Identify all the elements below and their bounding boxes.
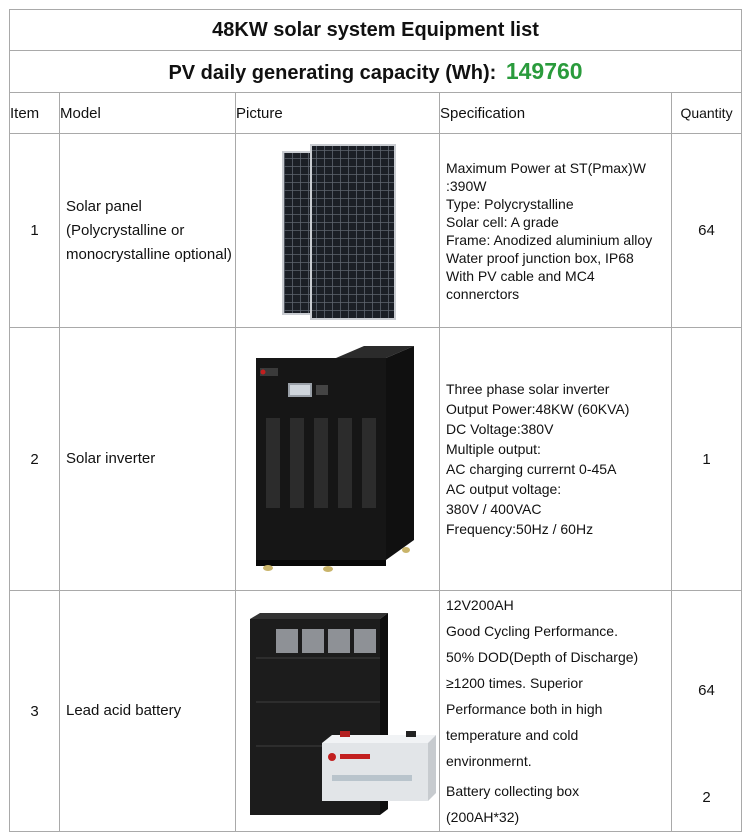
model-line: Lead acid battery <box>66 702 182 719</box>
spec-cell <box>440 591 672 832</box>
table-row <box>10 328 742 591</box>
header-model: Model <box>60 93 236 134</box>
quantity-cell: 64 <box>672 134 742 328</box>
spec-line: Three phase solar inverter <box>446 381 610 397</box>
spec-line: Performance both in high <box>446 701 603 717</box>
table-title: 48KW solar system Equipment list <box>10 10 742 51</box>
picture-cell <box>236 328 440 591</box>
capacity-line <box>10 51 742 93</box>
spec-line: :390W <box>446 177 487 194</box>
spec-line: Good Cycling Performance. <box>446 623 618 639</box>
spec-line: Output Power:48KW (60KVA) <box>446 401 630 417</box>
picture-cell <box>236 134 440 328</box>
spec-line: AC output voltage: <box>446 481 562 497</box>
spec-cell <box>440 134 672 328</box>
quantity-value: 64 <box>698 682 715 699</box>
model-cell <box>60 134 236 328</box>
model-line: Solar inverter <box>66 450 156 467</box>
battery-rack-image <box>236 591 440 831</box>
spec-line: 12V200AH <box>446 597 514 613</box>
spec-line: (200AH*32) <box>446 809 520 825</box>
picture-cell <box>236 591 440 832</box>
spec-line: environmernt. <box>446 753 532 769</box>
spec-line: AC charging currernt 0-45A <box>446 461 617 477</box>
spec-line: Battery collecting box <box>446 783 580 799</box>
spec-cell <box>440 328 672 591</box>
header-item: Item <box>10 93 60 134</box>
item-number: 2 <box>10 328 60 591</box>
item-number: 3 <box>10 591 60 832</box>
spec-line: With PV cable and MC4 <box>446 267 595 284</box>
spec-line: connerctors <box>446 285 520 302</box>
model-cell <box>60 591 236 832</box>
quantity-value-box: 2 <box>702 789 711 806</box>
table-row <box>10 134 742 328</box>
model-line: monocrystalline optional) <box>66 245 232 263</box>
spec-line: ≥1200 times. Superior <box>446 675 583 691</box>
equipment-table <box>9 9 742 832</box>
spec-line: DC Voltage:380V <box>446 421 554 437</box>
solar-panel-image <box>236 134 440 327</box>
spec-line: 50% DOD(Depth of Discharge) <box>446 649 639 665</box>
capacity-label: PV daily generating capacity (Wh): <box>168 62 497 84</box>
quantity-cell: 1 <box>672 328 742 591</box>
spec-line: Solar cell: A grade <box>446 213 559 230</box>
header-specification: Specification <box>440 93 672 134</box>
spec-line: Frequency:50Hz / 60Hz <box>446 521 594 537</box>
header-picture: Picture <box>236 93 440 134</box>
capacity-value: 149760 <box>505 58 583 84</box>
table-row <box>10 591 742 832</box>
item-number: 1 <box>10 134 60 328</box>
spec-line: Type: Polycrystalline <box>446 195 574 212</box>
model-line: (Polycrystalline or <box>66 221 185 239</box>
header-quantity: Quantity <box>672 93 742 134</box>
spec-line: temperature and cold <box>446 727 579 743</box>
spec-line: Maximum Power at ST(Pmax)W <box>446 159 646 176</box>
spec-line: 380V / 400VAC <box>446 501 542 517</box>
model-line: Solar panel <box>66 197 142 215</box>
inverter-cabinet-image <box>236 328 440 590</box>
model-cell <box>60 328 236 591</box>
spec-line: Water proof junction box, IP68 <box>446 249 634 266</box>
quantity-cell <box>672 591 742 832</box>
spec-line: Multiple output: <box>446 441 541 457</box>
spec-line: Frame: Anodized aluminium alloy <box>446 231 653 248</box>
